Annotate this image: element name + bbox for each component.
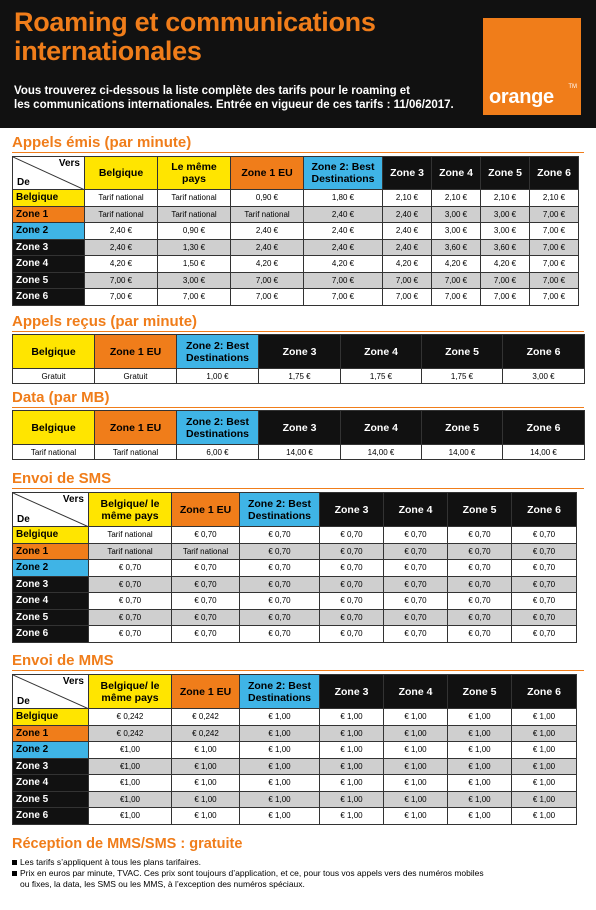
rate-cell: € 1,00 (320, 742, 384, 759)
row-label-belgique: Belgique (13, 709, 89, 726)
rate-cell: € 1,00 (448, 808, 512, 825)
table-row (13, 626, 577, 643)
rate-cell: € 1,00 (320, 775, 384, 792)
row-label-zone-4: Zone 4 (13, 256, 85, 273)
rate-cell: 1,75 € (259, 369, 341, 384)
logo-text: orange (489, 86, 554, 108)
logo-trademark: TM (568, 84, 577, 90)
corner-cell (13, 675, 89, 709)
column-header-zone-3: Zone 3 (259, 335, 341, 369)
table-row (13, 609, 577, 626)
rate-cell: 7,00 € (481, 289, 530, 306)
row-label-zone-1: Zone 1 (13, 725, 89, 742)
column-header-zone-3: Zone 3 (383, 157, 432, 190)
rate-cell: € 0,70 (512, 543, 577, 560)
rate-cell: € 0,70 (172, 609, 240, 626)
rate-cell: € 0,70 (512, 593, 577, 610)
table-row (13, 709, 577, 726)
rate-cell: € 1,00 (172, 808, 240, 825)
rate-cell: € 0,70 (384, 560, 448, 577)
row-label-zone-4: Zone 4 (13, 593, 89, 610)
rate-cell: € 1,00 (448, 758, 512, 775)
column-header-zone-2-best-destinations: Zone 2: Best Destinations (177, 335, 259, 369)
rate-cell: 7,00 € (481, 272, 530, 289)
rate-cell: €1,00 (89, 758, 172, 775)
rate-cell: € 1,00 (240, 758, 320, 775)
rate-cell: 4,20 € (432, 256, 481, 273)
section-divider (12, 670, 584, 671)
row-label-zone-4: Zone 4 (13, 775, 89, 792)
rate-cell: € 1,00 (384, 709, 448, 726)
column-header-belgique: Belgique (13, 411, 95, 445)
rate-cell: € 0,70 (384, 576, 448, 593)
page-header (0, 0, 596, 128)
rate-cell: € 1,00 (512, 758, 577, 775)
rate-cell: Tarif national (89, 527, 172, 544)
row-label-zone-1: Zone 1 (13, 543, 89, 560)
rate-cell: € 0,70 (320, 593, 384, 610)
note-text: Prix en euros par minute, TVAC. Ces prix sont toujours d’application, et ce, pour tous vos appels vers des numéros mobiles (20, 868, 484, 878)
rate-cell: € 0,70 (320, 576, 384, 593)
rate-cell: € 0,70 (384, 609, 448, 626)
rate-cell: € 0,70 (448, 527, 512, 544)
rate-cell: € 0,242 (89, 709, 172, 726)
rate-cell: € 1,00 (172, 742, 240, 759)
rate-cell: € 1,00 (172, 791, 240, 808)
table-header-row (13, 493, 577, 527)
rate-cell: € 1,00 (240, 725, 320, 742)
rate-cell: 6,00 € (177, 445, 259, 460)
rate-cell: € 1,00 (512, 791, 577, 808)
rate-cell: € 0,70 (240, 609, 320, 626)
rate-cell: € 1,00 (320, 808, 384, 825)
column-header-zone-1-eu: Zone 1 EU (172, 675, 240, 709)
rate-cell: € 1,00 (512, 742, 577, 759)
rate-cell: € 0,242 (172, 725, 240, 742)
section-divider (12, 152, 584, 153)
rate-cell: € 0,70 (384, 527, 448, 544)
row-label-zone-6: Zone 6 (13, 808, 89, 825)
rate-cell: 14,00 € (259, 445, 341, 460)
column-header-belgique: Belgique (13, 335, 95, 369)
intro-line2: les communications internationales. Entrée en vigueur de ces tarifs : 11/06/2017. (14, 99, 454, 111)
rate-cell: 2,10 € (530, 190, 579, 207)
intro-text (14, 84, 464, 112)
table-row (13, 527, 577, 544)
rate-cell: € 1,00 (384, 725, 448, 742)
table-appels-emis (12, 156, 579, 306)
rate-cell: € 1,00 (320, 791, 384, 808)
rate-cell: 3,00 € (158, 272, 231, 289)
rate-cell: € 1,00 (240, 791, 320, 808)
rate-cell: € 0,70 (172, 576, 240, 593)
rate-cell: 3,00 € (432, 223, 481, 240)
rate-cell: 3,00 € (432, 206, 481, 223)
row-label-zone-3: Zone 3 (13, 758, 89, 775)
rate-cell: € 0,70 (320, 560, 384, 577)
note-text: Les tarifs s’appliquent à tous les plans tarifaires. (20, 857, 201, 867)
corner-cell (13, 157, 85, 190)
note-text: ou fixes, la data, les SMS ou les MMS, à l’exception des numéros spéciaux. (20, 879, 305, 889)
rate-cell: €1,00 (89, 775, 172, 792)
rate-cell: 2,40 € (304, 239, 383, 256)
table-header-row (13, 335, 585, 369)
table-row (13, 272, 579, 289)
note-item (12, 857, 572, 868)
column-header-zone-3: Zone 3 (259, 411, 341, 445)
rate-cell: € 0,70 (320, 527, 384, 544)
rate-cell: € 0,70 (384, 543, 448, 560)
rate-cell: € 0,70 (89, 626, 172, 643)
table-row (13, 190, 579, 207)
rate-cell: 4,20 € (383, 256, 432, 273)
rate-cell: €1,00 (89, 808, 172, 825)
page-title (14, 8, 376, 66)
section-title-appels-recus: Appels reçus (par minute) (12, 313, 198, 330)
rate-cell: 2,10 € (481, 190, 530, 207)
column-header-zone-3: Zone 3 (320, 493, 384, 527)
rate-cell: € 0,70 (240, 560, 320, 577)
row-label-zone-6: Zone 6 (13, 626, 89, 643)
rate-cell: € 0,70 (448, 560, 512, 577)
corner-de: De (17, 696, 30, 707)
rate-cell: Tarif national (13, 445, 95, 460)
rate-cell: Tarif national (172, 543, 240, 560)
note-item (12, 868, 572, 890)
rate-cell: € 1,00 (384, 742, 448, 759)
rate-cell: € 0,70 (384, 593, 448, 610)
rate-cell: Tarif national (158, 190, 231, 207)
rate-cell: 14,00 € (341, 445, 422, 460)
rate-cell: 7,00 € (231, 289, 304, 306)
column-header-zone-1-eu: Zone 1 EU (95, 411, 177, 445)
rate-cell: € 0,70 (448, 543, 512, 560)
rate-cell: € 1,00 (384, 791, 448, 808)
section-title-sms: Envoi de SMS (12, 470, 112, 487)
rate-cell: € 0,70 (512, 560, 577, 577)
rate-cell: 7,00 € (158, 289, 231, 306)
rate-cell: € 0,70 (240, 527, 320, 544)
corner-vers: Vers (58, 158, 80, 169)
table-row (13, 725, 577, 742)
rate-cell: 3,60 € (481, 239, 530, 256)
corner-de: De (17, 514, 30, 525)
column-header-zone-3: Zone 3 (320, 675, 384, 709)
rate-cell: 0,90 € (231, 190, 304, 207)
rate-cell: € 1,00 (512, 725, 577, 742)
column-header-zone-1-eu: Zone 1 EU (172, 493, 240, 527)
corner-de: De (17, 177, 30, 188)
row-label-zone-1: Zone 1 (13, 206, 85, 223)
rate-cell: € 1,00 (384, 758, 448, 775)
rate-cell: Gratuit (95, 369, 177, 384)
section-title-data: Data (par MB) (12, 389, 110, 406)
column-header-zone-5: Zone 5 (422, 335, 503, 369)
table-sms (12, 492, 577, 643)
row-label-belgique: Belgique (13, 190, 85, 207)
rate-cell: € 1,00 (240, 709, 320, 726)
rate-cell: € 0,70 (240, 576, 320, 593)
table-row (13, 576, 577, 593)
rate-cell: Gratuit (13, 369, 95, 384)
page-title-line2: internationales (14, 36, 202, 66)
rate-cell: 3,00 € (481, 223, 530, 240)
row-label-zone-5: Zone 5 (13, 791, 89, 808)
footer-notes (12, 857, 572, 890)
rate-cell: 7,00 € (85, 272, 158, 289)
rate-cell: 7,00 € (383, 289, 432, 306)
section-title-mms: Envoi de MMS (12, 652, 114, 669)
rate-cell: 7,00 € (231, 272, 304, 289)
rate-cell: € 1,00 (240, 742, 320, 759)
rate-cell: 1,75 € (422, 369, 503, 384)
column-header-zone-1-eu: Zone 1 EU (95, 335, 177, 369)
row-label-zone-2: Zone 2 (13, 742, 89, 759)
rate-cell: € 1,00 (384, 775, 448, 792)
rate-cell: € 1,00 (448, 791, 512, 808)
rate-cell: 3,00 € (481, 206, 530, 223)
table-header-row (13, 411, 585, 445)
column-header-zone-5: Zone 5 (422, 411, 503, 445)
table-row (13, 775, 577, 792)
table-row (13, 543, 577, 560)
column-header-zone-4: Zone 4 (341, 335, 422, 369)
column-header-zone-5: Zone 5 (448, 493, 512, 527)
rate-cell: 7,00 € (530, 289, 579, 306)
rate-cell: 2,40 € (383, 206, 432, 223)
table-row (13, 593, 577, 610)
table-appels-recus (12, 334, 585, 384)
corner-vers: Vers (62, 676, 84, 687)
rate-cell: € 0,242 (172, 709, 240, 726)
rate-cell: € 0,70 (512, 576, 577, 593)
rate-cell: 14,00 € (503, 445, 585, 460)
table-row (13, 742, 577, 759)
rate-cell: 7,00 € (85, 289, 158, 306)
column-header-zone-4: Zone 4 (432, 157, 481, 190)
rate-cell: 0,90 € (158, 223, 231, 240)
row-label-zone-6: Zone 6 (13, 289, 85, 306)
rate-cell: € 1,00 (320, 758, 384, 775)
rate-cell: 7,00 € (530, 223, 579, 240)
column-header-zone-5: Zone 5 (481, 157, 530, 190)
rate-cell: € 0,70 (320, 543, 384, 560)
column-header-zone-4: Zone 4 (341, 411, 422, 445)
rate-cell: € 1,00 (512, 808, 577, 825)
row-label-zone-5: Zone 5 (13, 272, 85, 289)
rate-cell: 1,00 € (177, 369, 259, 384)
table-row (13, 808, 577, 825)
rate-cell: € 0,70 (512, 609, 577, 626)
rate-cell: € 0,70 (172, 560, 240, 577)
rate-cell: € 0,70 (89, 609, 172, 626)
rate-cell: 7,00 € (530, 206, 579, 223)
column-header-zone-6: Zone 6 (503, 411, 585, 445)
column-header-zone-1-eu: Zone 1 EU (231, 157, 304, 190)
column-header-belgique-le-meme-pays: Belgique/ le même pays (89, 675, 172, 709)
rate-cell: € 0,70 (448, 609, 512, 626)
column-header-zone-2-best-destinations: Zone 2: Best Destinations (177, 411, 259, 445)
rate-cell: € 0,70 (89, 593, 172, 610)
rate-cell: 7,00 € (530, 272, 579, 289)
table-row (13, 791, 577, 808)
rate-cell: Tarif national (231, 206, 304, 223)
section-divider (12, 331, 584, 332)
table-header-row (13, 157, 579, 190)
column-header-zone-4: Zone 4 (384, 493, 448, 527)
rate-cell: € 1,00 (320, 725, 384, 742)
row-label-zone-5: Zone 5 (13, 609, 89, 626)
rate-cell: € 0,70 (448, 576, 512, 593)
table-row (13, 256, 579, 273)
corner-cell (13, 493, 89, 527)
rate-cell: € 0,70 (240, 593, 320, 610)
rate-cell: 2,40 € (304, 223, 383, 240)
page-title-line1: Roaming et communications (14, 7, 376, 37)
rate-cell: € 0,70 (384, 626, 448, 643)
column-header-zone-5: Zone 5 (448, 675, 512, 709)
rate-cell: € 0,70 (512, 626, 577, 643)
column-header-zone-2-best-destinations: Zone 2: Best Destinations (304, 157, 383, 190)
rate-cell: € 1,00 (320, 709, 384, 726)
section-divider (12, 407, 584, 408)
table-mms (12, 674, 577, 825)
rate-cell: 2,10 € (432, 190, 481, 207)
table-row (13, 369, 585, 384)
rate-cell: € 0,70 (448, 593, 512, 610)
rate-cell: 4,20 € (85, 256, 158, 273)
rate-cell: € 0,70 (89, 560, 172, 577)
rate-cell: 1,80 € (304, 190, 383, 207)
rate-cell: Tarif national (95, 445, 177, 460)
table-data (12, 410, 585, 460)
rate-cell: Tarif national (89, 543, 172, 560)
rate-cell: 4,20 € (231, 256, 304, 273)
table-row (13, 560, 577, 577)
table-row (13, 239, 579, 256)
rate-cell: 4,20 € (481, 256, 530, 273)
rate-cell: Tarif national (85, 190, 158, 207)
rate-cell: 2,40 € (383, 239, 432, 256)
table-row (13, 758, 577, 775)
rate-cell: € 0,70 (172, 527, 240, 544)
table-row (13, 445, 585, 460)
rate-cell: 7,00 € (432, 289, 481, 306)
rate-cell: 1,50 € (158, 256, 231, 273)
rate-cell: € 0,70 (512, 527, 577, 544)
row-label-zone-3: Zone 3 (13, 576, 89, 593)
column-header-zone-2-best-destinations: Zone 2: Best Destinations (240, 493, 320, 527)
rate-cell: € 0,70 (320, 626, 384, 643)
rate-cell: 2,40 € (383, 223, 432, 240)
rate-cell: 7,00 € (304, 272, 383, 289)
rate-cell: 1,30 € (158, 239, 231, 256)
rate-cell: 2,40 € (85, 223, 158, 240)
footer-title: Réception de MMS/SMS : gratuite (12, 836, 243, 852)
rate-cell: 2,40 € (85, 239, 158, 256)
column-header-zone-6: Zone 6 (503, 335, 585, 369)
rate-cell: 2,10 € (383, 190, 432, 207)
rate-cell: € 0,70 (172, 626, 240, 643)
rate-cell: € 0,70 (320, 609, 384, 626)
rate-cell: €1,00 (89, 791, 172, 808)
column-header-belgique: Belgique (85, 157, 158, 190)
rate-cell: € 0,70 (172, 593, 240, 610)
rate-cell: € 0,242 (89, 725, 172, 742)
table-header-row (13, 675, 577, 709)
table-row (13, 223, 579, 240)
column-header-zone-6: Zone 6 (512, 675, 577, 709)
row-label-belgique: Belgique (13, 527, 89, 544)
rate-cell: 2,40 € (231, 239, 304, 256)
rate-cell: € 1,00 (448, 725, 512, 742)
column-header-zone-6: Zone 6 (530, 157, 579, 190)
rate-cell: € 0,70 (448, 626, 512, 643)
rate-cell: 1,75 € (341, 369, 422, 384)
rate-cell: €1,00 (89, 742, 172, 759)
rate-cell: 14,00 € (422, 445, 503, 460)
rate-cell: € 1,00 (172, 758, 240, 775)
row-label-zone-3: Zone 3 (13, 239, 85, 256)
rate-cell: € 0,70 (240, 626, 320, 643)
rate-cell: € 1,00 (240, 775, 320, 792)
rate-cell: 3,00 € (503, 369, 585, 384)
rate-cell: 4,20 € (304, 256, 383, 273)
rate-cell: 3,60 € (432, 239, 481, 256)
table-row (13, 289, 579, 306)
rate-cell: Tarif national (85, 206, 158, 223)
rate-cell: 7,00 € (383, 272, 432, 289)
rate-cell: 7,00 € (304, 289, 383, 306)
rate-cell: € 1,00 (448, 709, 512, 726)
rate-cell: € 0,70 (89, 576, 172, 593)
rate-cell: € 1,00 (512, 709, 577, 726)
column-header-le-meme-pays: Le même pays (158, 157, 231, 190)
rate-cell: 7,00 € (432, 272, 481, 289)
section-title-appels-emis: Appels émis (par minute) (12, 134, 192, 151)
rate-cell: € 1,00 (512, 775, 577, 792)
column-header-belgique-le-meme-pays: Belgique/ le même pays (89, 493, 172, 527)
rate-cell: € 0,70 (240, 543, 320, 560)
row-label-zone-2: Zone 2 (13, 560, 89, 577)
intro-line1: Vous trouverez ci-dessous la liste complète des tarifs pour le roaming et (14, 85, 411, 97)
orange-logo (483, 18, 581, 115)
rate-cell: € 1,00 (448, 775, 512, 792)
rate-cell: 7,00 € (530, 239, 579, 256)
rate-cell: Tarif national (158, 206, 231, 223)
rate-cell: € 1,00 (448, 742, 512, 759)
rate-cell: € 1,00 (240, 808, 320, 825)
section-divider (12, 488, 584, 489)
rate-cell: 7,00 € (530, 256, 579, 273)
corner-vers: Vers (62, 494, 84, 505)
rate-cell: € 1,00 (172, 775, 240, 792)
column-header-zone-2-best-destinations: Zone 2: Best Destinations (240, 675, 320, 709)
column-header-zone-6: Zone 6 (512, 493, 577, 527)
row-label-zone-2: Zone 2 (13, 223, 85, 240)
rate-cell: € 1,00 (384, 808, 448, 825)
column-header-zone-4: Zone 4 (384, 675, 448, 709)
rate-cell: 2,40 € (231, 223, 304, 240)
table-row (13, 206, 579, 223)
rate-cell: 2,40 € (304, 206, 383, 223)
